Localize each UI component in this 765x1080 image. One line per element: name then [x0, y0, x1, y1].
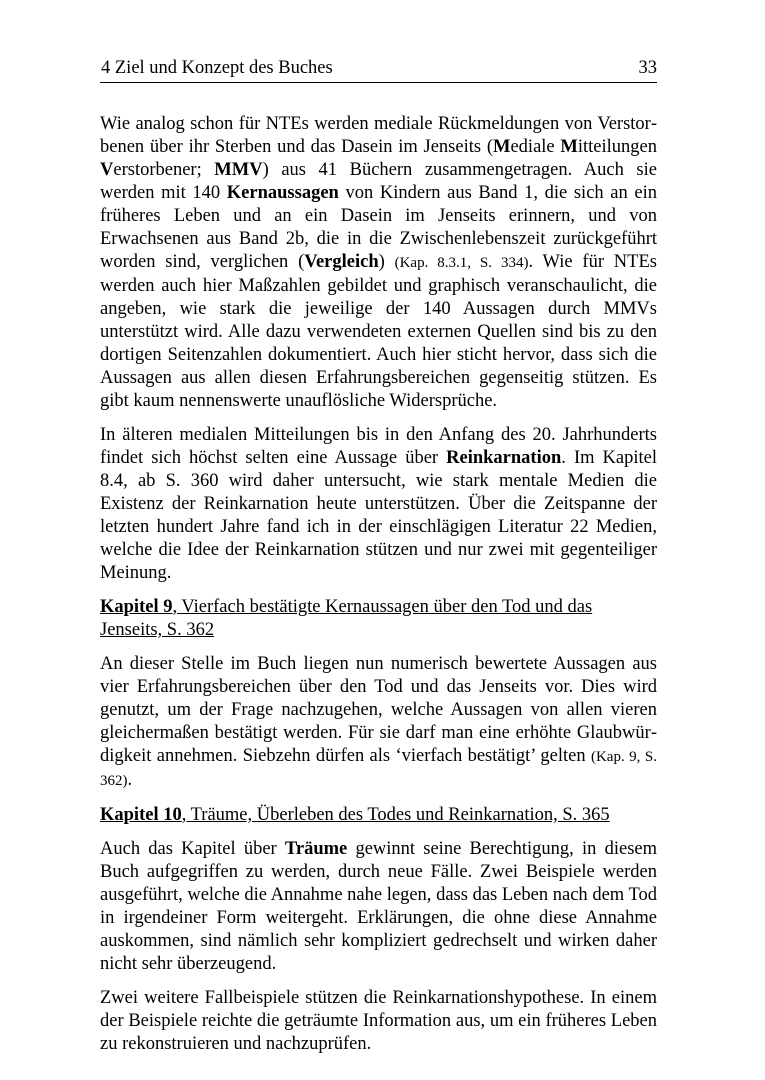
- heading-bold: Kapitel 10: [100, 805, 182, 825]
- header-chapter-title: 4 Ziel und Konzept des Buches: [101, 58, 333, 78]
- heading-text: , Träume, Überleben des Todes und Reinkarnation, S. 365: [181, 805, 610, 825]
- running-header: [100, 56, 657, 83]
- text-run: gewinnt seine Berechtigung, in diesem Buch aufgegriffen zu werden, durch neue Fälle. Zwei Beispiele werden ausgeführt, welche die Annahme nahe legen, dass das Leben nach dem Tod in irgendeiner Form weitergeht. Erklärungen, die ohne diese Annahme auskommen, sind nämlich sehr kompliziert gedrechselt und wirken daher nicht sehr überzeugend.: [100, 839, 657, 974]
- text-run: . Wie für NTEs werden auch hier Maßzahlen gebildet und graphisch veranschaulicht, die angeben, wie stark die jeweilige der 140 Aussagen durch MMVs unterstützt wird. Alle dazu verwendeten externen Quellen sind bis zu den dortigen Seitenzahlen dokumentiert. Auch hier sticht hervor, dass sich die Aussagen aus allen diesen Erfahrungsbereichen gegenseitig stützen. Es gibt kaum nennenswerte unauflösliche Widersprüche.: [100, 252, 657, 411]
- text-run: Zwei weitere Fallbeispiele stützen die Reinkarnationshypothese. In einem der Beispiele reichte die geträumte Information aus, um ein früheres Leben zu rekonstruieren und nachzuprüfen.: [100, 988, 657, 1054]
- page-number: 33: [638, 58, 657, 78]
- text-run: Wie analog schon für NTEs werden mediale Rückmeldungen von Verstorbenen über ihr Sterben und das Dasein im Jenseits (: [100, 114, 657, 157]
- bold-run: M: [493, 137, 511, 157]
- bold-run: V: [100, 160, 114, 180]
- cross-reference: (Kap. 8.3.1, S. 334): [394, 255, 529, 271]
- text-run: In älteren medialen Mitteilungen bis in den Anfang des 20. Jahrhunderts findet sich höchst selten eine Aussage über: [100, 425, 657, 468]
- paragraph-reinkarnation: [100, 424, 657, 585]
- text-run: ): [378, 252, 395, 272]
- text-run: von Kindern aus Band 1, die sich an ein früheres Leben und an ein Dasein im Jenseits erinnern, und von Erwachsenen aus Band 2b, die in die Zwischenlebenszeit zurückgeführt worden sind, verglichen (: [100, 183, 657, 272]
- cross-reference: (Kap. 9, S. 362): [100, 749, 657, 789]
- section-heading-kapitel-9: [100, 596, 657, 642]
- page-body: [100, 113, 657, 1067]
- text-run: Auch das Kapitel über: [100, 839, 285, 859]
- section-heading-kapitel-10: [100, 804, 657, 827]
- paragraph-mmv: [100, 113, 657, 413]
- bold-run: M: [560, 137, 578, 157]
- heading-bold: Kapitel 9: [100, 597, 173, 617]
- heading-text: , Vierfach bestätigte Kernaussagen über den Tod und das Jenseits, S. 362: [100, 597, 593, 640]
- paragraph-traeume: [100, 838, 657, 976]
- text-run: itteilungen: [577, 137, 657, 157]
- paragraph-fallbeispiele: [100, 987, 657, 1056]
- text-run: .: [127, 770, 133, 790]
- bold-run: MMV: [214, 160, 263, 180]
- bold-run: Reinkarnation: [446, 448, 562, 468]
- paragraph-kapitel-9: [100, 653, 657, 793]
- text-run: . Im Kapitel 8.4, ab S. 360 wird daher untersucht, wie stark mentale Medien die Existenz der Reinkarnation heute unterstützen. Über die Zeitspanne der letzten hundert Jahre fand ich in der einschlägigen Literatur 22 Medien, welche die Idee der Reinkarnation stützen und nur zwei mit gegenteiliger Meinung.: [100, 448, 657, 583]
- text-run: erstorbener;: [113, 160, 215, 180]
- bold-run: Vergleich: [304, 252, 379, 272]
- bold-run: Kernaussagen: [226, 183, 339, 203]
- bold-run: Träume: [284, 839, 348, 859]
- text-run: An dieser Stelle im Buch liegen nun numerisch bewertete Aussagen aus vier Erfahrungsbereichen über den Tod und das Jenseits vor. Dies wird genutzt, um der Frage nachzugehen, welche Aussagen von allen vieren gleichermaßen bestätigt werden. Für sie darf man eine erhöhte Glaubwürdigkeit annehmen. Siebzehn dürfen als ‘vierfach bestätigt’ gelten: [100, 654, 657, 766]
- text-run: ediale: [510, 137, 561, 157]
- text-run: ) aus 41 Büchern zusammengetragen. Auch sie werden mit 140: [100, 160, 657, 203]
